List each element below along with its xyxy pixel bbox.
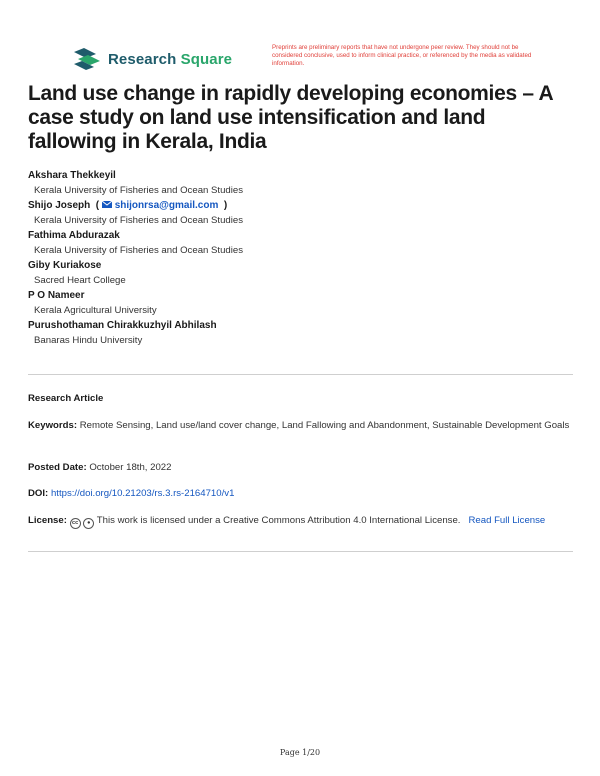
article-type: Research Article <box>28 393 104 404</box>
license-text: This work is licensed under a Creative Commons Attribution 4.0 International License. <box>96 515 461 526</box>
doi-section <box>28 486 573 501</box>
author-entry <box>28 228 568 258</box>
posted-date-label: Posted Date: <box>28 462 87 473</box>
author-name: Akshara Thekkeyil <box>28 170 116 181</box>
author-affiliation: Sacred Heart College <box>34 275 126 286</box>
author-name: Shijo Joseph <box>28 200 91 211</box>
brand-name-research: Research <box>108 50 177 68</box>
author-name: Purushothaman Chirakkuzhyil Abhilash <box>28 320 217 331</box>
author-name: P O Nameer <box>28 290 85 301</box>
keywords-text: Remote Sensing, Land use/land cover change, Land Fallowing and Abandonment, Sustainable Development Goals <box>79 420 570 431</box>
divider <box>28 374 573 375</box>
author-affiliation: Kerala Agricultural University <box>34 305 157 316</box>
research-square-logo[interactable] <box>74 46 232 72</box>
research-square-wordmark <box>108 51 232 68</box>
divider <box>28 551 573 552</box>
mail-icon <box>102 201 112 208</box>
read-full-license-link[interactable]: Read Full License <box>468 515 546 526</box>
author-entry <box>28 168 568 198</box>
page-number: Page 1/20 <box>279 748 321 757</box>
posted-date-section <box>28 460 573 475</box>
author-entry <box>28 258 568 288</box>
author-affiliation: Banaras Hindu University <box>34 335 143 346</box>
posted-date-value: October 18th, 2022 <box>89 462 172 473</box>
paper-title: Land use change in rapidly developing economies – A case study on land use intensification and land fallowing in Kerala, India <box>28 82 553 153</box>
author-name: Fathima Abdurazak <box>28 230 120 241</box>
brand-name-square: Square <box>180 50 233 68</box>
author-affiliation: Kerala University of Fisheries and Ocean Studies <box>34 185 244 196</box>
email-paren-close: ) <box>221 200 228 211</box>
author-entry <box>28 288 568 318</box>
license-label: License: <box>28 515 67 526</box>
creative-commons-icon: cc <box>70 518 81 529</box>
keywords-label: Keywords: <box>28 420 78 431</box>
doi-link[interactable]: https://doi.org/10.21203/rs.3.rs-2164710/v1 <box>50 488 235 499</box>
author-entry <box>28 198 568 228</box>
email-paren-open: ( <box>93 200 100 211</box>
author-affiliation: Kerala University of Fisheries and Ocean Studies <box>34 245 244 256</box>
license-section <box>28 513 573 529</box>
doi-label: DOI: <box>28 488 49 499</box>
author-affiliation: Kerala University of Fisheries and Ocean Studies <box>34 215 244 226</box>
preprint-disclaimer: Preprints are preliminary reports that have not undergone peer review. They should not be considered conclusive, used to inform clinical practice, or referenced by the media as validated information. <box>272 44 532 68</box>
author-list <box>28 168 568 348</box>
author-email-link[interactable]: shijonrsa@gmail.com <box>114 200 219 211</box>
attribution-icon: ● <box>83 518 94 529</box>
author-name: Giby Kuriakose <box>28 260 102 271</box>
author-entry <box>28 318 568 348</box>
keywords-section <box>28 418 573 433</box>
author-name-with-email <box>28 198 568 213</box>
research-square-logo-icon <box>74 48 102 70</box>
